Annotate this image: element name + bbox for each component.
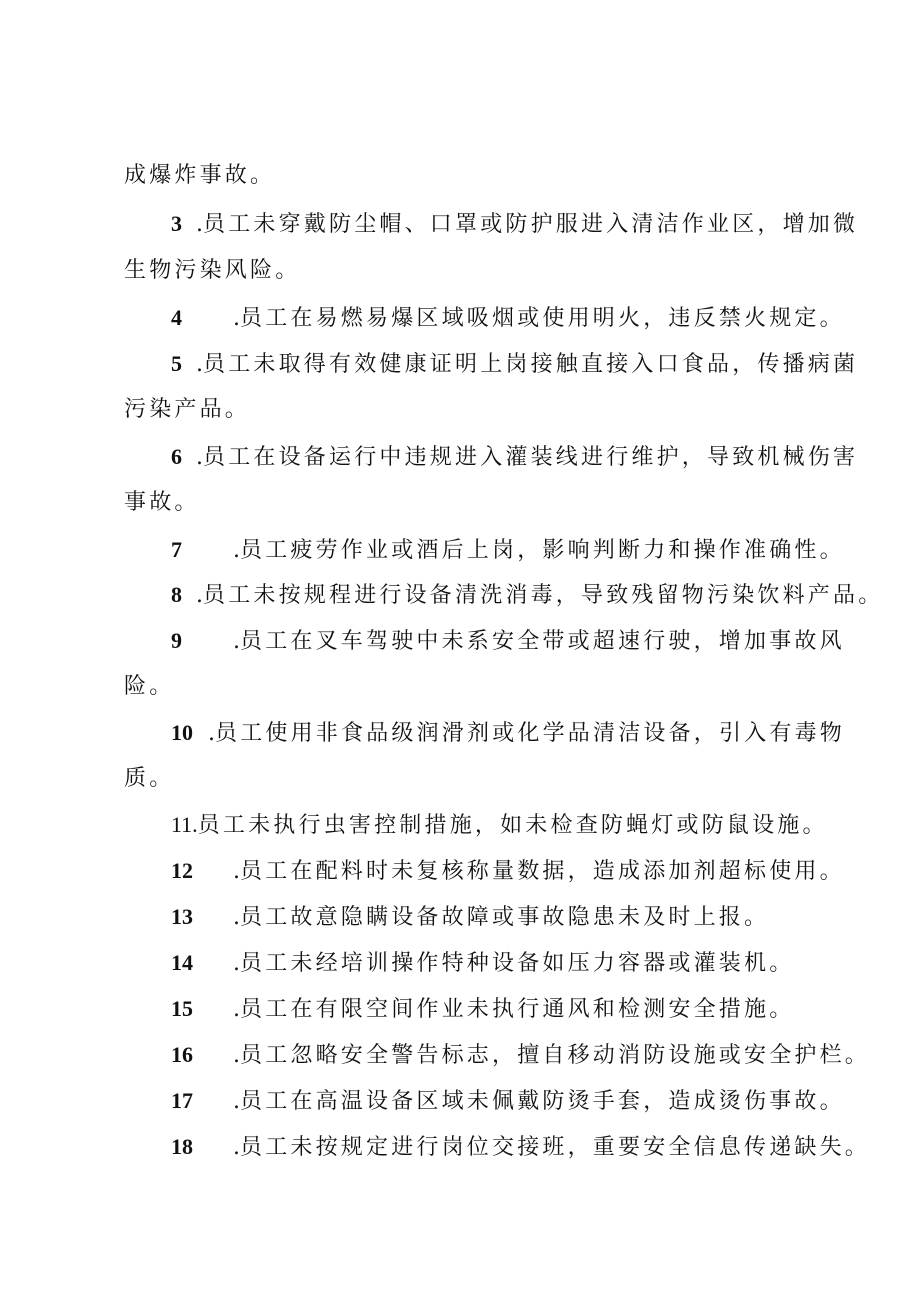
item-number: 3 (171, 211, 182, 236)
list-item-3-continuation (124, 256, 300, 286)
item-text-continuation: 质。 (124, 766, 175, 791)
list-item-5 (171, 349, 858, 380)
list-item-17 (171, 1086, 845, 1117)
item-number: 14 (171, 950, 193, 975)
item-text-continuation: 污染产品。 (124, 397, 251, 422)
item-separator: . (189, 445, 203, 470)
item-number: 16 (171, 1042, 193, 1067)
list-item-9-continuation (124, 672, 174, 702)
item-separator: . (189, 352, 203, 377)
list-item-18 (171, 1132, 870, 1163)
item-text: 员工未经培训操作特种设备如压力容器或灌装机。 (240, 951, 795, 976)
item-text: 员工未执行虫害控制措施，如未检查防蝇灯或防鼠设施。 (197, 813, 828, 838)
list-item-3 (171, 209, 858, 240)
list-item-10 (171, 718, 845, 749)
item-number: 4 (171, 305, 182, 330)
list-item-6-continuation (124, 488, 200, 518)
item-number: 8 (171, 582, 182, 607)
item-separator: . (233, 1089, 240, 1114)
item-text: 员工在易燃易爆区域吸烟或使用明火，违反禁火规定。 (240, 306, 845, 331)
item-text: 员工在有限空间作业未执行通风和检测安全措施。 (240, 997, 795, 1022)
item-number: 13 (171, 904, 193, 929)
item-text-continuation: 生物污染风险。 (124, 258, 301, 283)
item-separator: . (233, 306, 240, 331)
item-number: 7 (171, 537, 182, 562)
item-text: 员工未取得有效健康证明上岗接触直接入口食品，传播病菌 (203, 352, 859, 377)
item-text-continuation: 险。 (124, 674, 175, 699)
list-item-10-continuation (124, 764, 174, 794)
list-item-5-continuation (124, 395, 250, 425)
list-item-4 (171, 303, 845, 334)
item-text: 员工在高温设备区域未佩戴防烫手套，造成烫伤事故。 (240, 1089, 845, 1114)
item-number: 5 (171, 351, 182, 376)
item-number: 18 (171, 1134, 193, 1159)
list-item-12 (171, 856, 845, 887)
item-separator: . (233, 1135, 240, 1160)
item-separator: . (201, 721, 215, 746)
item-separator: . (233, 538, 240, 563)
list-item-11 (171, 810, 828, 841)
item-text-continuation: 事故。 (124, 490, 200, 515)
list-item-15 (171, 994, 794, 1025)
item-text: 员工故意隐瞒设备故障或事故隐患未及时上报。 (240, 905, 770, 930)
continuation-line (124, 161, 275, 191)
item-number: 12 (171, 858, 193, 883)
item-number: 15 (171, 996, 193, 1021)
list-item-9 (171, 626, 845, 657)
item-number: 9 (171, 628, 182, 653)
list-item-8 (171, 580, 883, 611)
list-item-14 (171, 948, 794, 979)
item-separator: . (233, 997, 240, 1022)
list-item-16 (171, 1040, 870, 1071)
item-number: 17 (171, 1088, 193, 1113)
continuation-text: 成爆炸事故。 (124, 163, 276, 188)
item-separator: . (233, 951, 240, 976)
item-text: 员工疲劳作业或酒后上岗，影响判断力和操作准确性。 (240, 538, 845, 563)
item-number: 10 (171, 720, 193, 745)
item-separator: . (233, 859, 240, 884)
item-separator: . (233, 1043, 240, 1068)
list-item-13 (171, 902, 769, 933)
item-number: 11. (171, 812, 198, 837)
item-separator: . (233, 629, 240, 654)
item-number: 6 (171, 444, 182, 469)
item-text: 员工忽略安全警告标志，擅自移动消防设施或安全护栏。 (240, 1043, 871, 1068)
item-text: 员工使用非食品级润滑剂或化学品清洁设备，引入有毒物 (215, 721, 846, 746)
item-separator: . (189, 212, 203, 237)
item-separator: . (189, 583, 203, 608)
list-item-6 (171, 442, 858, 473)
item-text: 员工在设备运行中违规进入灌装线进行维护，导致机械伤害 (203, 445, 859, 470)
item-separator: . (233, 905, 240, 930)
list-item-7 (171, 535, 845, 566)
item-text: 员工未按规程进行设备清洗消毒，导致残留物污染饮料产品。 (203, 583, 884, 608)
item-text: 员工未按规定进行岗位交接班，重要安全信息传递缺失。 (240, 1135, 871, 1160)
item-text: 员工在叉车驾驶中未系安全带或超速行驶，增加事故风 (240, 629, 845, 654)
item-text: 员工未穿戴防尘帽、口罩或防护服进入清洁作业区，增加微 (203, 212, 859, 237)
item-text: 员工在配料时未复核称量数据，造成添加剂超标使用。 (240, 859, 845, 884)
